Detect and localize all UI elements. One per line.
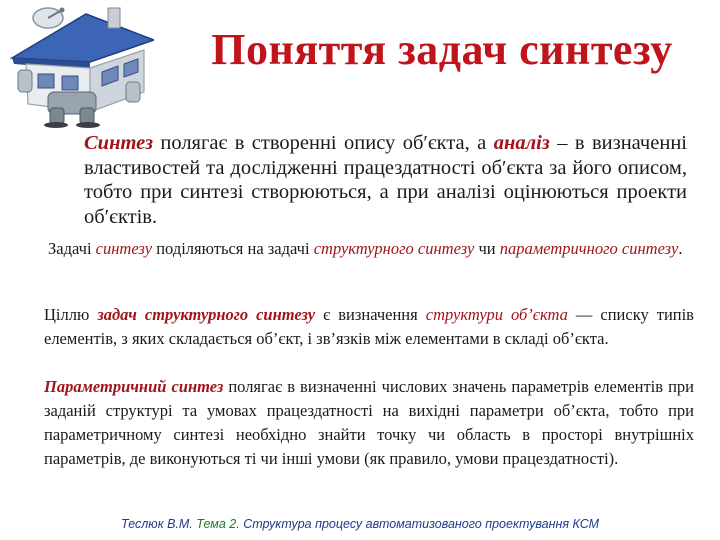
robot-carrying-house-icon [4, 0, 154, 128]
term-parametric-synthesis: параметричного синтезу [499, 239, 679, 258]
text-span: поділяються на задачі [152, 239, 314, 258]
text-span: чи [474, 239, 500, 258]
footer [0, 517, 720, 531]
paragraph-synthesis-definition [84, 131, 687, 229]
paragraph-structural-synthesis [44, 303, 694, 351]
text-span: полягає в створенні опису об′єкта, а [152, 132, 494, 154]
term-synthesis: Синтез [84, 132, 153, 154]
footer-course: Структура процесу автоматизованого проектування КСМ [243, 517, 600, 531]
footer-topic: Тема 2. [196, 517, 244, 531]
text-span: — списку типів елементів, з яких складається об’єкт, і зв’язків між елементами в складі об’єкта. [44, 305, 694, 348]
text-span: полягає в визначенні числових значень параметрів елементів при заданій структурі та умовах працездатності на вихідні параметри об’єкта, тобто при параметричному синтезі необхідно знайти точку чи область в просторі внутрішніх параметрів, де виконуються ті чи інші умови (як правило, умови працездатності). [44, 377, 695, 468]
text-span: Ціллю [44, 305, 98, 324]
paragraph-parametric-synthesis [44, 375, 694, 471]
text-span: є визначення [315, 305, 426, 324]
text-span: – в визначенні властивостей та дослідженні працездатності об′єкта за його описом, тобто при синтезі створюються, а при аналізі оцінюються проекти об′єктів. [84, 132, 687, 228]
term-parametric-synthesis: Параметричний синтез [44, 377, 224, 396]
term-object-structure: структури об’єкта [425, 305, 568, 324]
text-span: . [678, 239, 683, 258]
text-span: Задачі [48, 239, 96, 258]
term-synthesis: синтезу [95, 239, 153, 258]
term-structural-synthesis-tasks: задач структурного синтезу [97, 305, 316, 324]
paragraph-synthesis-types [48, 237, 694, 261]
footer-author: Теслюк В.М. [120, 517, 197, 531]
term-structural-synthesis: структурного синтезу [313, 239, 475, 258]
page-title: Поняття задач синтезу [211, 25, 673, 74]
term-analysis: аналіз [493, 132, 550, 154]
